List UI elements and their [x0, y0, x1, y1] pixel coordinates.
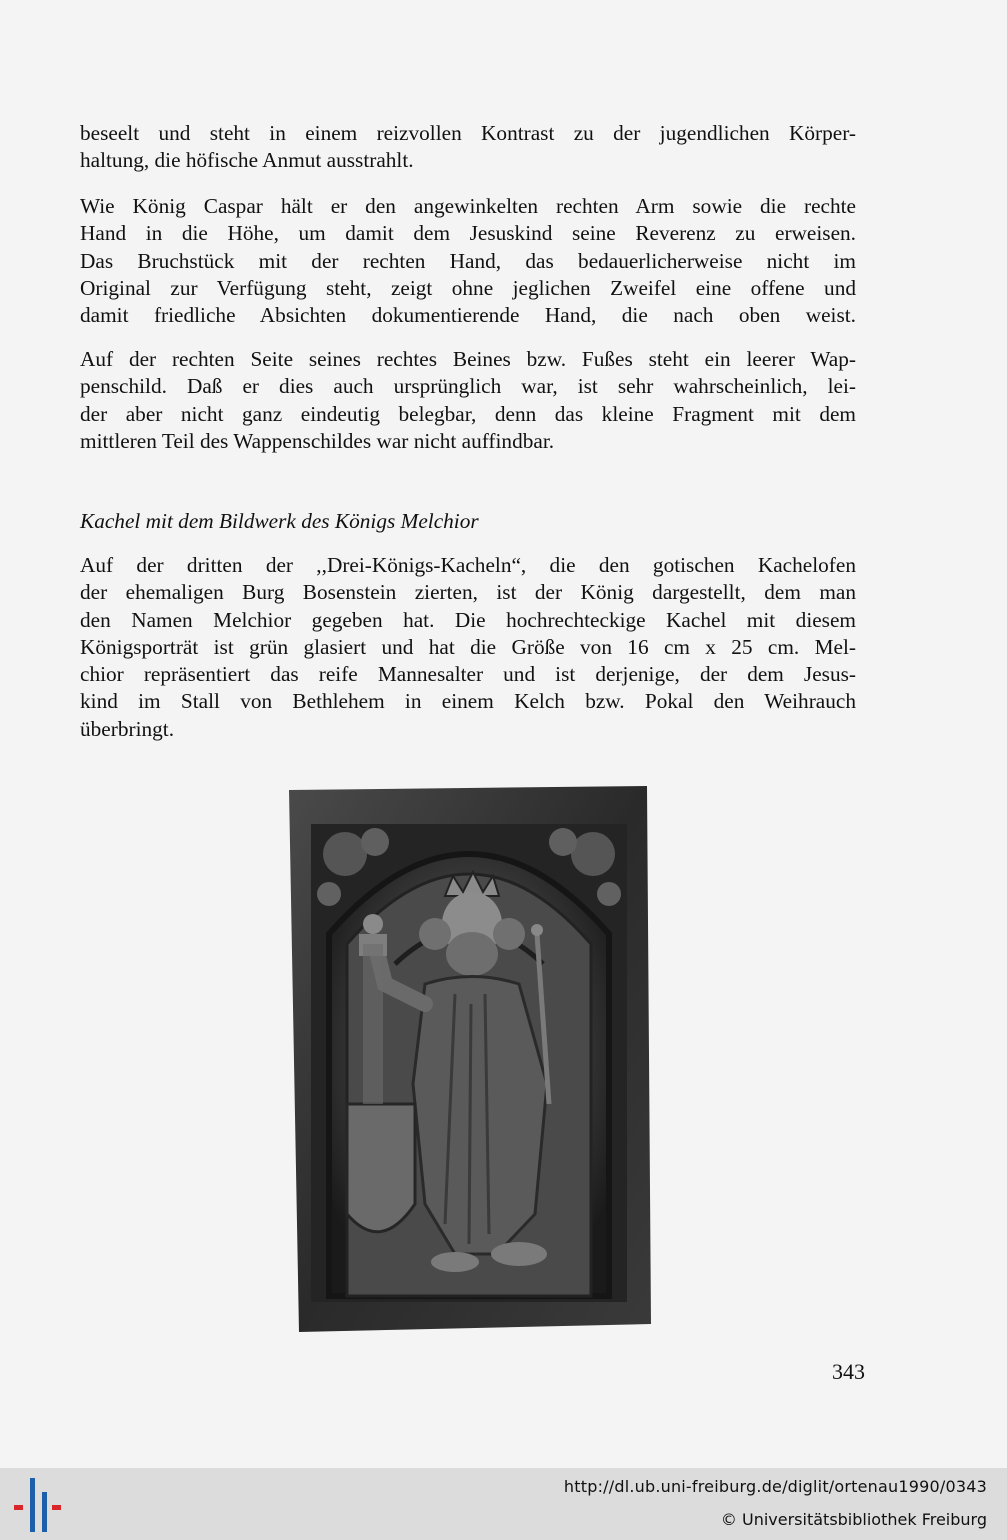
- text-line: Auf der dritten der ,,Drei-Königs-Kacheln“, die den gotischen Kachelofen: [80, 553, 856, 577]
- source-url-link[interactable]: http://dl.ub.uni-freiburg.de/diglit/ortenau1990/0343: [563, 1477, 987, 1496]
- text-line: damit friedliche Absichten dokumentierende Hand, die nach oben weist.: [80, 303, 856, 328]
- text-line: Auf der rechten Seite seines rechtes Beines bzw. Fußes steht ein leerer Wap-: [80, 347, 856, 371]
- text-line: mittleren Teil des Wappenschildes war nicht auffindbar.: [80, 428, 555, 453]
- text-line: überbringt.: [80, 716, 175, 741]
- text-line: chior repräsentiert das reife Mannesalter und ist derjenige, der dem Jesus-: [80, 662, 856, 687]
- text-line: haltung, die höfische Anmut ausstrahlt.: [80, 148, 414, 173]
- section-heading: Kachel mit dem Bildwerk des Königs Melchior: [80, 509, 479, 533]
- text-line: der ehemaligen Burg Bosenstein zierten, ist der König dargestellt, dem man: [80, 580, 856, 605]
- text-line: Königsporträt ist grün glasiert und hat die Größe von 16 cm x 25 cm. Mel-: [80, 634, 856, 659]
- ub-freiburg-logo-icon: [12, 1478, 64, 1532]
- footer-bar: [0, 1468, 1007, 1540]
- page-number: 343: [832, 1359, 865, 1384]
- text-line: Das Bruchstück mit der rechten Hand, das bedauerlicherweise nicht im: [80, 248, 856, 273]
- paragraph-2: [80, 193, 856, 329]
- text-line: kind im Stall von Bethlehem in einem Kelch bzw. Pokal den Weihrauch: [80, 689, 856, 714]
- text-line: Hand in die Höhe, um damit dem Jesuskind seine Reverenz zu erweisen.: [80, 221, 856, 246]
- text-line: beseelt und steht in einem reizvollen Kontrast zu der jugendlichen Körper-: [80, 121, 856, 145]
- melchior-tile-photo: [285, 784, 653, 1334]
- copyright-notice: © Universitätsbibliothek Freiburg: [720, 1510, 987, 1529]
- paragraph-4: [80, 552, 856, 743]
- text-line: Original zur Verfügung steht, zeigt ohne jeglichen Zweifel eine offene und: [80, 275, 856, 300]
- paragraph-3: [80, 346, 856, 455]
- text-line: den Namen Melchior gegeben hat. Die hochrechteckige Kachel mit diesem: [80, 607, 856, 632]
- text-line: penschild. Daß er dies auch ursprünglich war, ist sehr wahrscheinlich, lei-: [80, 374, 856, 399]
- text-line: Wie König Caspar hält er den angewinkelten rechten Arm sowie die rechte: [80, 194, 856, 218]
- text-line: der aber nicht ganz eindeutig belegbar, denn das kleine Fragment mit dem: [80, 401, 856, 426]
- paragraph-1: [80, 120, 856, 175]
